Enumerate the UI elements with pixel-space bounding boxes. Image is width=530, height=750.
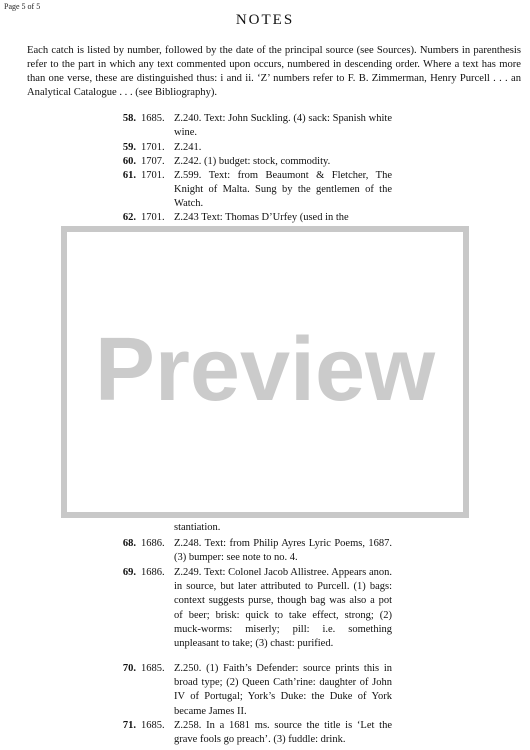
page-title: NOTES (235, 12, 295, 28)
note-number: 61. (122, 170, 136, 181)
note-text: Z.240. Text: John Suckling. (4) sack: Spanish white wine. (174, 113, 392, 139)
note-number: 58. (122, 113, 136, 124)
note-59 (112, 141, 392, 155)
note-number: 69. (122, 567, 136, 578)
note-number: 71. (122, 720, 136, 731)
note-continuation-fragment: stantiation. (174, 522, 221, 533)
note-61 (112, 169, 392, 212)
note-number: 60. (122, 156, 136, 167)
note-year: 1685. (141, 720, 165, 731)
note-year: 1701. (141, 212, 165, 223)
note-text: Z.258. In a 1681 ms. source the title is ‘Let the grave fools go preach’. (3) fuddle: drink. (174, 720, 392, 746)
intro-paragraph: Each catch is listed by number, followed by the date of the principal source (see Sources). Numbers in parenthesis refer to the part in which any text commented upon occurs, numbered in descending order. Where a text has more than one verse, these are distinguished thus: i and ii. ‘Z’ numbers refer to F. B. Zimmerman, Henry Purcell . . . an Analytical Catalogue . . . (see Bibliography). (27, 45, 521, 98)
note-62 (112, 211, 392, 225)
note-text: Z.241. (174, 142, 202, 153)
note-year: 1701. (141, 142, 165, 153)
note-71 (112, 719, 392, 747)
note-year: 1701. (141, 170, 165, 181)
note-text: Z.599. Text: from Beaumont & Fletcher, The Knight of Malta. Sung by the gentlemen of the Watch. (174, 170, 392, 210)
note-69 (112, 566, 392, 651)
note-text: Z.242. (1) budget: stock, commodity. (174, 156, 331, 167)
note-text: Z.249. Text: Colonel Jacob Allistree. Appears anon. in source, but later attributed to Purcell. (1) bags: context suggests purse, though bag was also a pot of beer; brisk: quick to take effect, strong; (2) muck-worms: miserly; pill: i.e. something unpleasant to take; (3) chast: purified. (174, 567, 392, 650)
note-number: 59. (122, 142, 136, 153)
page-label: Page 5 of 5 (4, 2, 41, 11)
note-year: 1685. (141, 663, 165, 674)
preview-watermark-text: Preview (94, 320, 436, 420)
note-58 (112, 112, 392, 140)
note-year: 1707. (141, 156, 165, 167)
note-text: Z.250. (1) Faith’s Defender: source prints this in broad type; (2) Queen Cath’rine: daughter of John IV of Portugal; York’s Duke: the Duke of York became James II. (174, 663, 392, 717)
note-68 (112, 537, 392, 565)
note-year: 1685. (141, 113, 165, 124)
note-number: 62. (122, 212, 136, 223)
note-number: 68. (122, 538, 136, 549)
preview-watermark-box (61, 226, 469, 518)
note-number: 70. (122, 663, 136, 674)
note-60 (112, 155, 392, 169)
note-year: 1686. (141, 567, 165, 578)
note-text: Z.243 Text: Thomas D’Urfey (used in the (174, 212, 349, 223)
note-year: 1686. (141, 538, 165, 549)
note-text: Z.248. Text: from Philip Ayres Lyric Poems, 1687. (3) bumper: see note to no. 4. (174, 538, 392, 564)
note-70 (112, 662, 392, 719)
